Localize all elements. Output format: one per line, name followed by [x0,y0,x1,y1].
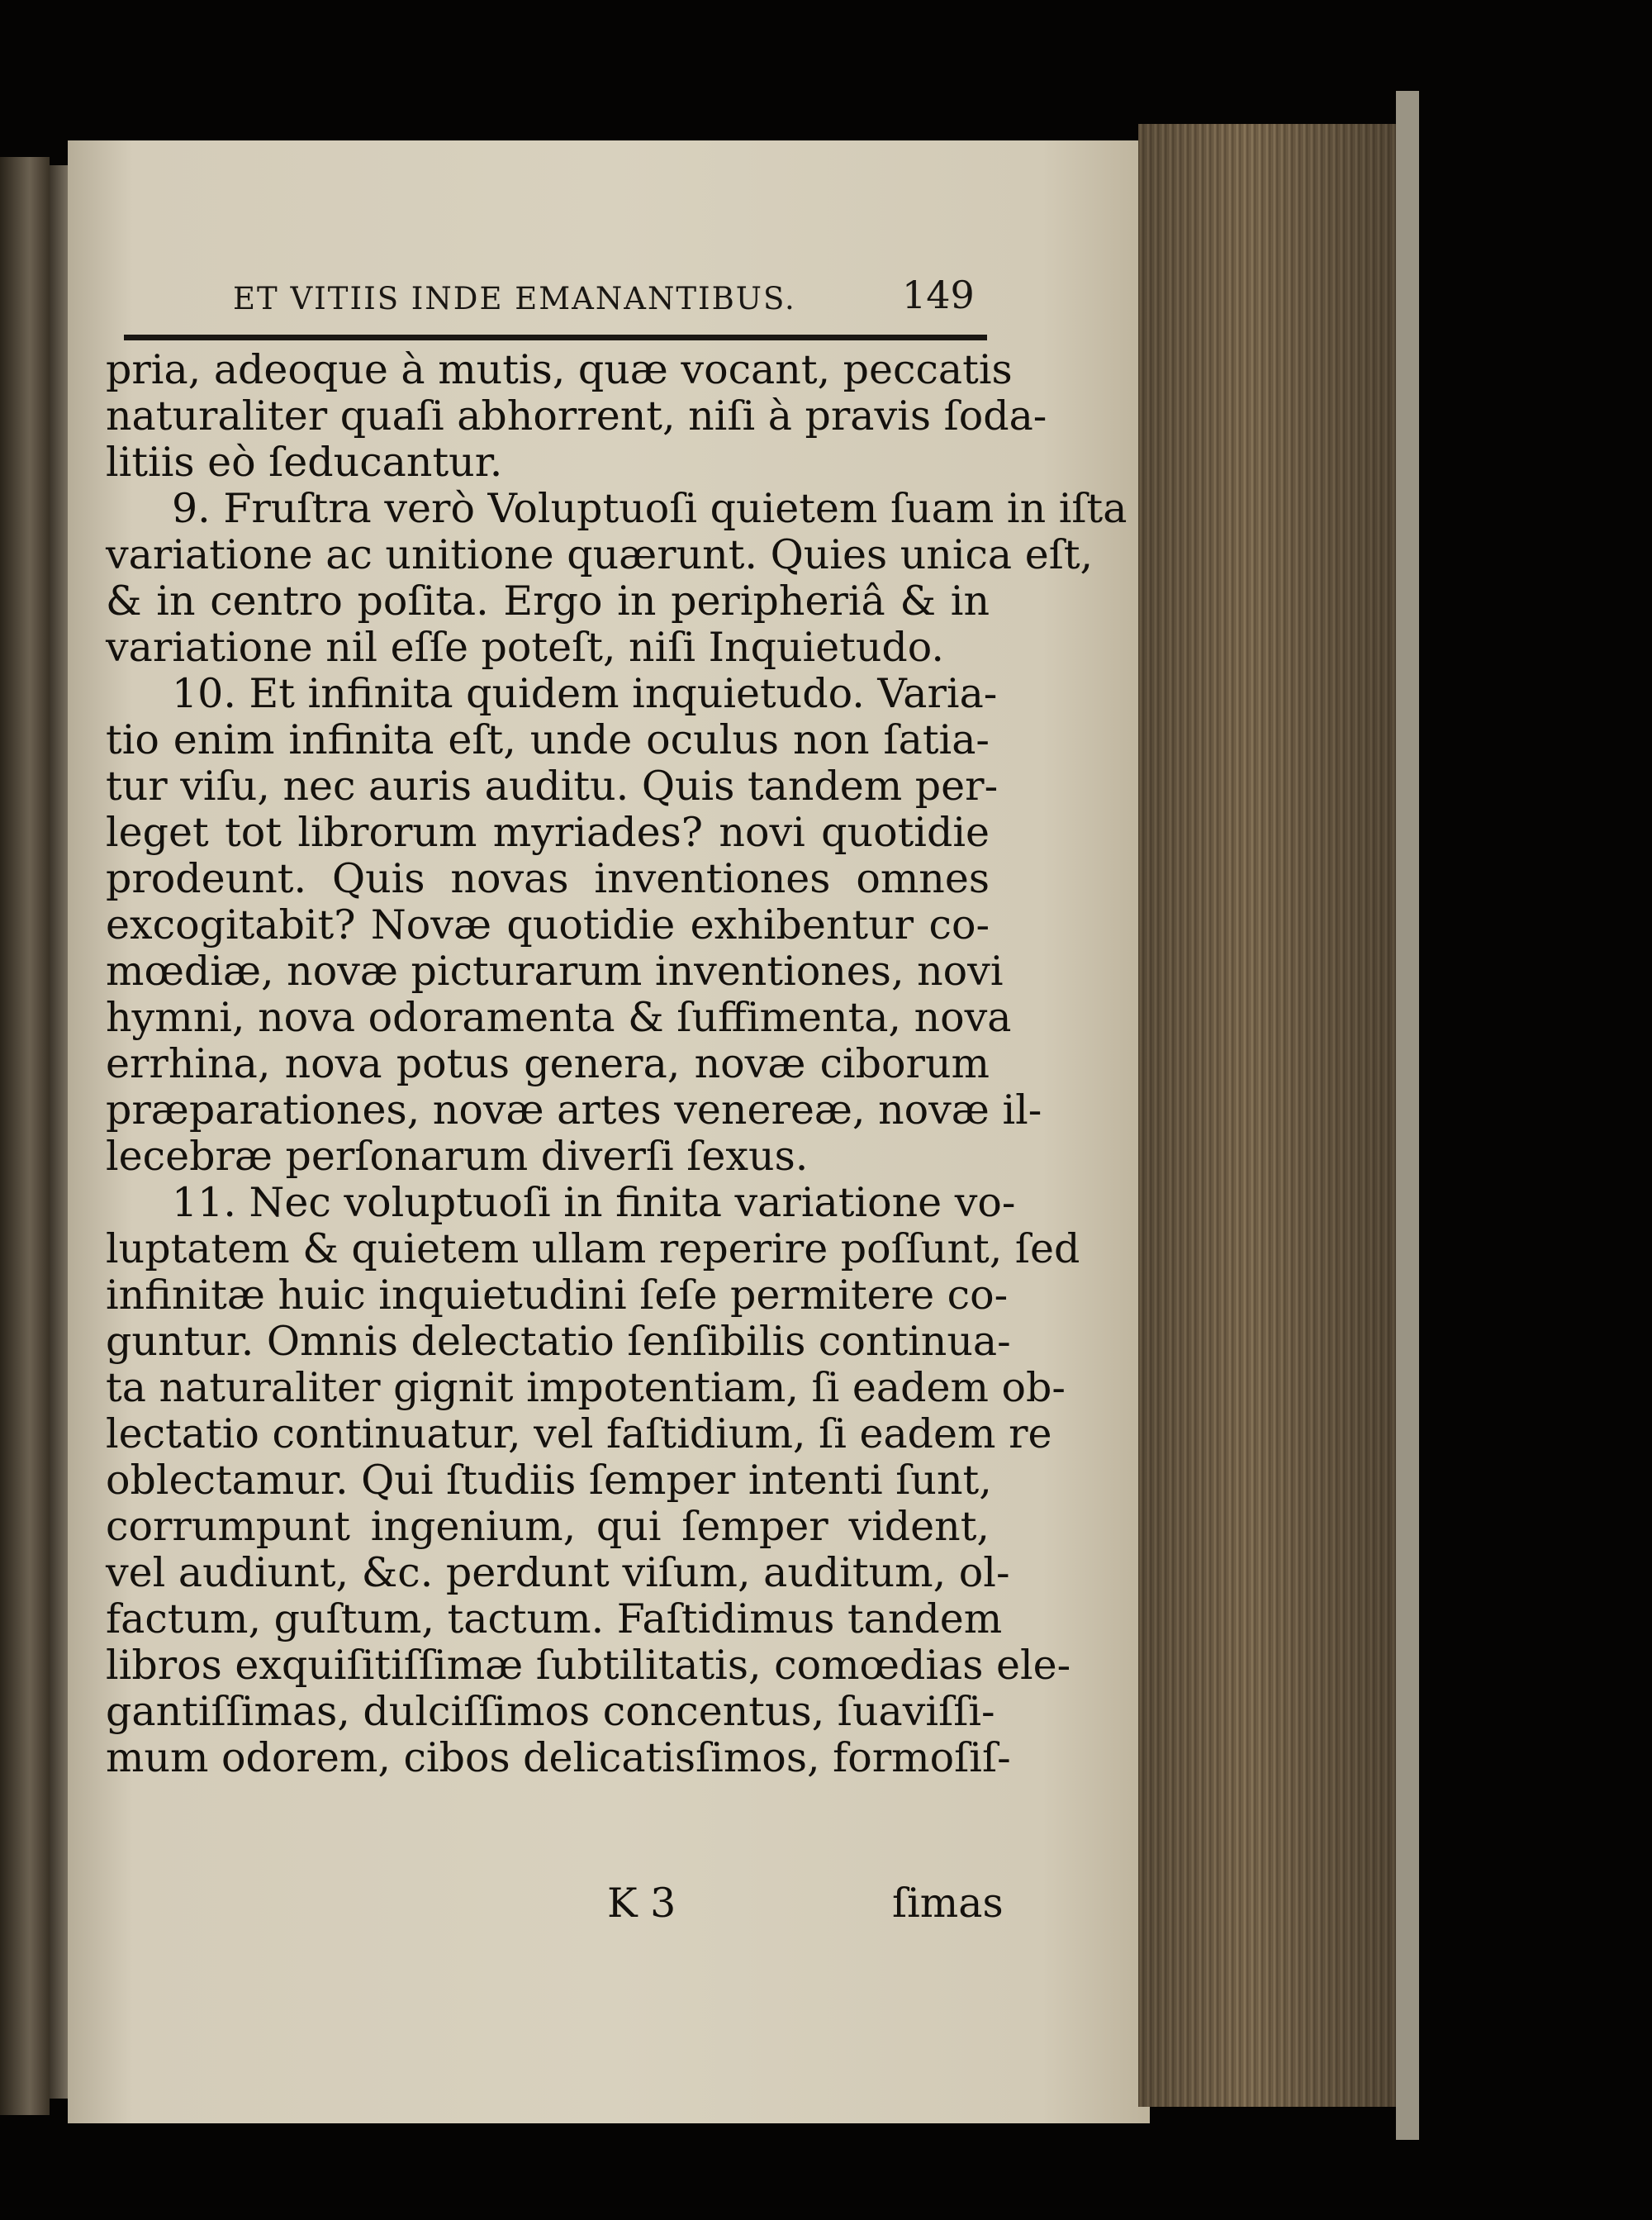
text-line: 9. Fruſtra verò Voluptuoſi quietem ſuam in iſta [172,485,1127,532]
text-line: infinitæ huic inquietudini ſeſe permitere co- [106,1272,1009,1319]
previous-page-edge [0,157,50,2115]
text-line: guntur. Omnis delectatio ſenſibilis continua- [106,1318,1011,1365]
header-rule [124,335,987,340]
text-line: præparationes, novæ artes venereæ, novæ il- [106,1086,1042,1134]
text-line: lecebræ perſonarum diverſi ſexus. [106,1133,809,1180]
page-number: 149 [902,273,975,317]
text-line: ta naturaliter gignit impotentiam, ſi eadem ob- [106,1364,1066,1411]
text-line: prodeunt. Quis novas inventiones omnes [106,855,990,902]
text-line: errhina, nova potus genera, novæ ciborum [106,1040,990,1087]
text-line: factum, guſtum, tactum. Faſtidimus tandem [106,1595,1003,1642]
text-line: litiis eò ſeducantur. [106,439,503,486]
text-line: naturaliter quaſi abhorrent, niſi à pravis ſoda- [106,392,1047,440]
page-block-edges [1138,124,1411,2107]
text-line: 10. Et infinita quidem inquietudo. Varia- [172,670,998,717]
catchword: ſimas [892,1880,1004,1927]
text-line: tio enim infinita eſt, unde oculus non ſatia- [106,716,990,763]
text-line: luptatem & quietem ullam reperire poſſunt, ſed [106,1225,1080,1272]
text-line: libros exquiſitiſſimæ ſubtilitatis, comœdias ele- [106,1642,1071,1689]
text-line: mum odorem, cibos delicatisſimos, formoſiſ- [106,1734,1011,1781]
text-line: leget tot librorum myriades? novi quotidie [106,809,990,856]
text-line: variatione ac unitione quærunt. Quies unica eſt, [106,531,1094,578]
text-line: & in centro poſita. Ergo in peripheriâ & in [106,578,990,625]
text-line: mœdiæ, novæ picturarum inventiones, novi [106,948,1004,995]
text-line: hymni, nova odoramenta & ſuffimenta, nova [106,994,1012,1041]
cover-edge [1396,91,1419,2140]
running-head: ET VITIIS INDE EMANANTIBUS. [233,281,796,316]
text-line: tur viſu, nec auris auditu. Quis tandem per- [106,763,999,810]
text-line: gantiſſimas, dulciſſimos concentus, ſuaviſſi- [106,1688,995,1735]
signature-mark: K 3 [607,1880,676,1927]
text-line: variatione nil eſſe poteſt, niſi Inquietudo. [106,624,945,671]
text-line: pria, adeoque à mutis, quæ vocant, peccatis [106,346,1013,393]
text-line: 11. Nec voluptuoſi in finita variatione vo- [172,1179,1016,1226]
text-line: corrumpunt ingenium, qui ſemper vident, [106,1503,990,1550]
text-line: oblectamur. Qui ſtudiis ſemper intenti ſunt, [106,1457,992,1504]
text-line: vel audiunt, &c. perdunt viſum, auditum, ol- [106,1549,1010,1596]
text-line: lectatio continuatur, vel faſtidium, ſi eadem re [106,1410,1052,1457]
text-body [106,346,1127,1781]
text-line: excogitabit? Novæ quotidie exhibentur co- [106,901,990,948]
